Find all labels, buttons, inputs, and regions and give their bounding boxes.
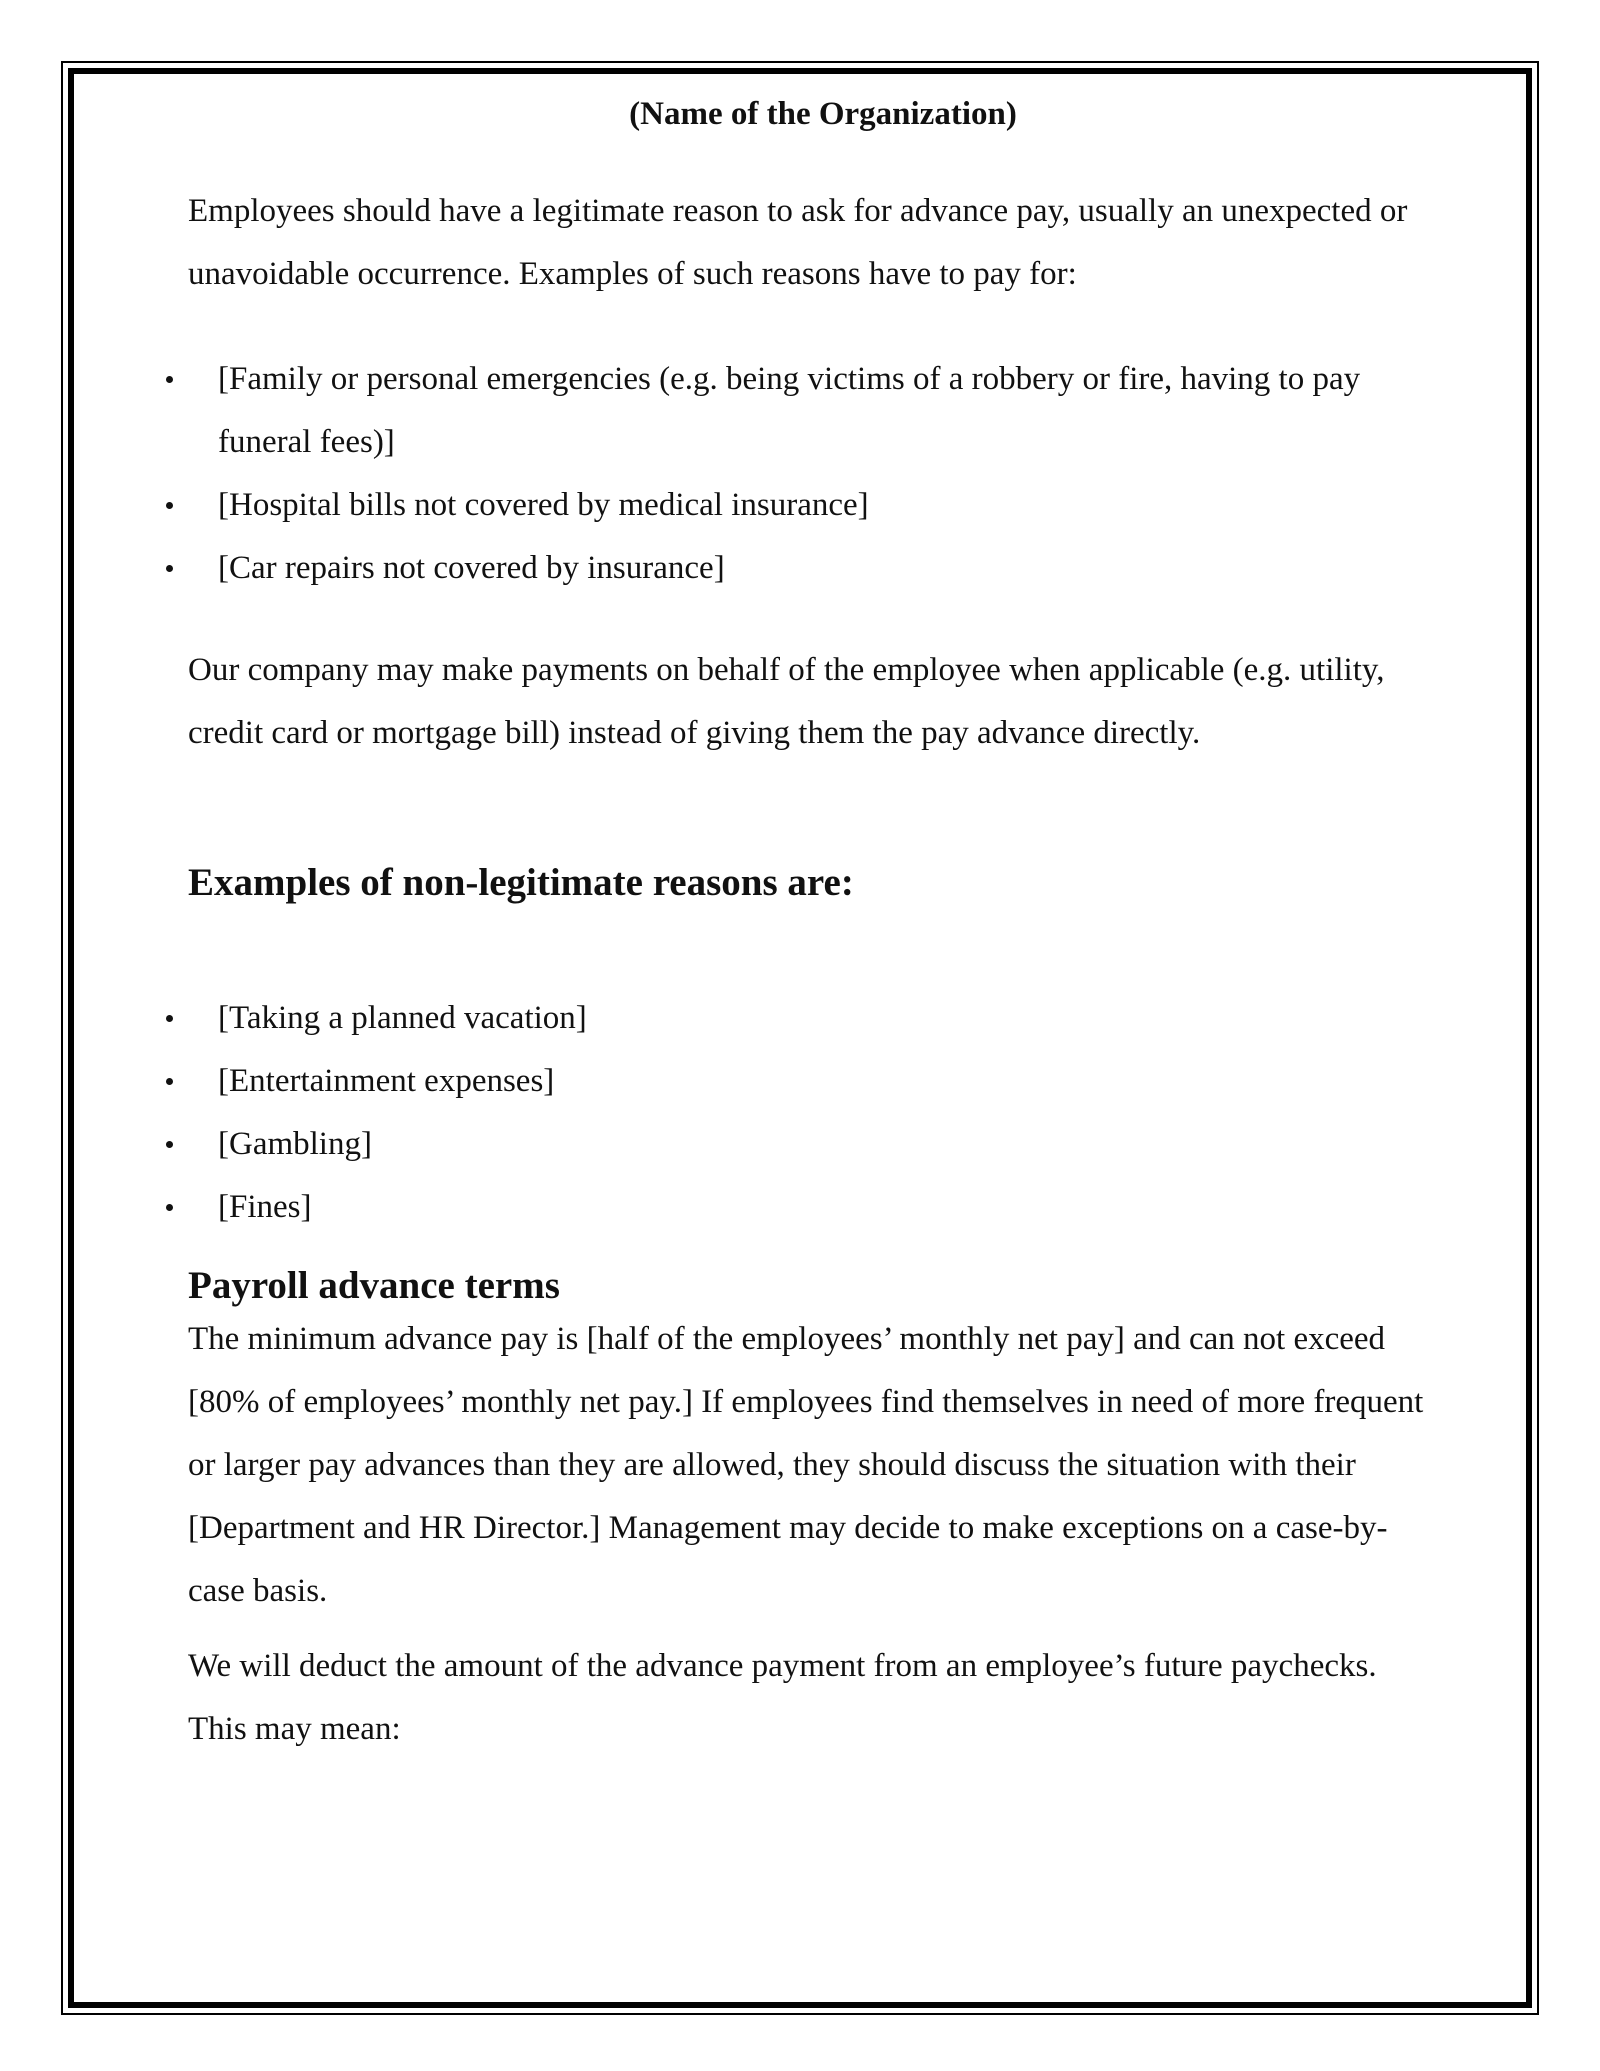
legitimate-reasons-list [166, 348, 1426, 600]
bullet-icon [166, 1015, 173, 1022]
list-item: [Gambling] [166, 1113, 1426, 1176]
bullet-icon [166, 502, 173, 509]
nonlegitimate-reasons-list [166, 987, 1426, 1239]
list-item: [Family or personal emergencies (e.g. being victims of a robbery or fire, having to pay funeral fees)] [166, 348, 1426, 474]
list-item: [Fines] [166, 1176, 1426, 1239]
list-item: [Taking a planned vacation] [166, 987, 1426, 1050]
terms-heading: Payroll advance terms [188, 1264, 560, 1307]
bullet-icon [166, 565, 173, 572]
intro-paragraph: Employees should have a legitimate reason to ask for advance pay, usually an unexpected or unavoidable occurrence. Examples of such reasons have to pay for: [188, 193, 1408, 292]
deduct-paragraph: We will deduct the amount of the advance payment from an employee’s future paychecks. This may mean: [188, 1648, 1377, 1747]
organization-name: (Name of the Organization) [629, 96, 1017, 132]
nonlegit-heading: Examples of non-legitimate reasons are: [188, 861, 854, 904]
bullet-icon [166, 1078, 173, 1085]
list-item: [Hospital bills not covered by medical insurance] [166, 474, 1426, 537]
list-item: [Entertainment expenses] [166, 1050, 1426, 1113]
list-item: [Car repairs not covered by insurance] [166, 537, 1426, 600]
terms-paragraph: The minimum advance pay is [half of the employees’ monthly net pay] and can not exceed [80% of employees’ monthly net pay.] If employees find themselves in need of more frequent or larger pay advances than they are allowed, they should discuss the situation with their [Department and HR Director.] Management may decide to make exceptions on a case-by-case basis. [188, 1321, 1424, 1609]
payments-paragraph: Our company may make payments on behalf of the employee when applicable (e.g. utility, credit card or mortgage bill) instead of giving them the pay advance directly. [188, 652, 1385, 751]
bullet-icon [166, 1204, 173, 1211]
bullet-icon [166, 1141, 173, 1148]
bullet-icon [166, 376, 173, 383]
